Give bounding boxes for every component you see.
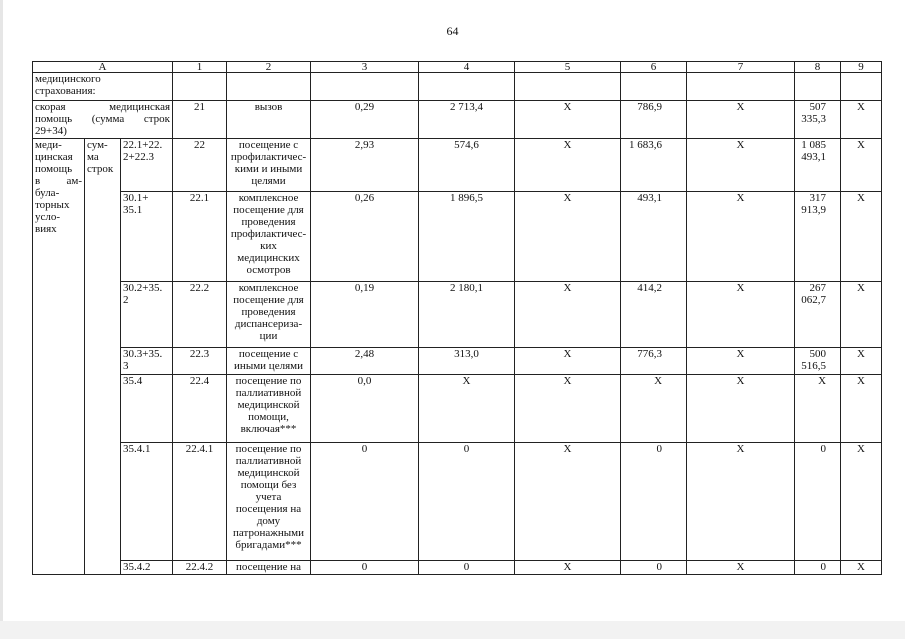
- row-value-c5: Х: [515, 561, 621, 575]
- row-lines-cell: 30.2+35. 2: [121, 282, 173, 348]
- row-value-c3: 0,19: [311, 282, 419, 348]
- row-code-cell: 22.3: [173, 348, 227, 375]
- header-cell-5: 5: [515, 62, 621, 73]
- table-row: [33, 561, 882, 575]
- header-cell-3: 3: [311, 62, 419, 73]
- row-unit-cell: посещение с иными целями: [227, 348, 311, 375]
- row-value-c8: Х: [795, 375, 841, 443]
- row-value-c4: Х: [419, 375, 515, 443]
- row-value-c3: 0: [311, 443, 419, 561]
- row-value-c8: 267 062,7: [795, 282, 841, 348]
- row-value-c9: Х: [841, 443, 882, 561]
- outpatient-section: [33, 139, 882, 575]
- row-lines-cell: 35.4.1: [121, 443, 173, 561]
- row-unit-cell: комплексное посещение для проведения диспансериза- ции: [227, 282, 311, 348]
- row-value-c5: Х: [515, 348, 621, 375]
- ambulance-c8: 507 335,3: [795, 101, 841, 139]
- row-value-c3: 2,93: [311, 139, 419, 192]
- row-unit-cell: комплексное посещение для проведения профилактичес- ких медицинских осмотров: [227, 192, 311, 282]
- row-value-c6: 1 683,6: [621, 139, 687, 192]
- ambulance-c7: Х: [687, 101, 795, 139]
- row-code-cell: 22.4: [173, 375, 227, 443]
- outpatient-label-line: була-: [35, 187, 60, 199]
- oms-label-cell: [33, 73, 173, 101]
- ambulance-c4: 2 713,4: [419, 101, 515, 139]
- row-value-c6: 414,2: [621, 282, 687, 348]
- row-value-c4: 0: [419, 561, 515, 575]
- row-value-c7: Х: [687, 561, 795, 575]
- ambulance-c2: вызов: [227, 101, 311, 139]
- header-cell-8: 8: [795, 62, 841, 73]
- table-row: [33, 139, 882, 192]
- outpatient-label-line: помощь: [35, 163, 73, 175]
- row-value-c8: 500 516,5: [795, 348, 841, 375]
- ambulance-c3: 0,29: [311, 101, 419, 139]
- row-value-c6: 493,1: [621, 192, 687, 282]
- row-lines-cell: 22.1+22. 2+22.3: [121, 139, 173, 192]
- row-value-c3: 0,0: [311, 375, 419, 443]
- row-value-c4: 1 896,5: [419, 192, 515, 282]
- oms-label-line1: медицинского: [35, 73, 101, 85]
- row-value-c5: Х: [515, 282, 621, 348]
- row-value-c6: 0: [621, 561, 687, 575]
- row-value-c5: Х: [515, 443, 621, 561]
- ambulance-c6: 786,9: [621, 101, 687, 139]
- row-lines-cell: 35.4.2: [121, 561, 173, 575]
- row-value-c5: Х: [515, 139, 621, 192]
- row-value-c8: 1 085 493,1: [795, 139, 841, 192]
- table-row-oms: [33, 73, 882, 101]
- table-row-ambulance: [33, 101, 882, 139]
- row-value-c3: 2,48: [311, 348, 419, 375]
- row-value-c3: 0,26: [311, 192, 419, 282]
- outpatient-label-cell: [33, 139, 85, 575]
- row-value-c7: Х: [687, 375, 795, 443]
- row-value-c4: 574,6: [419, 139, 515, 192]
- table-row: [33, 192, 882, 282]
- row-code-cell: 22.1: [173, 192, 227, 282]
- outpatient-label-line: в ам-: [35, 175, 82, 187]
- header-cell-7: 7: [687, 62, 795, 73]
- row-value-c6: 776,3: [621, 348, 687, 375]
- row-value-c4: 313,0: [419, 348, 515, 375]
- row-value-c7: Х: [687, 139, 795, 192]
- sum-label-line: строк: [87, 163, 114, 175]
- page-number: 64: [446, 24, 459, 38]
- row-value-c8: 0: [795, 443, 841, 561]
- outpatient-label-line: виях: [35, 223, 57, 235]
- header-cell-6: 6: [621, 62, 687, 73]
- row-value-c6: Х: [621, 375, 687, 443]
- table-row: [33, 443, 882, 561]
- ambulance-c5: Х: [515, 101, 621, 139]
- table-row: [33, 282, 882, 348]
- header-cell-2: 2: [227, 62, 311, 73]
- ambulance-label-cell: скорая медицинская помощь (сумма строк 29+34): [33, 101, 173, 139]
- outpatient-label-line: торных: [35, 199, 70, 211]
- row-lines-cell: 35.4: [121, 375, 173, 443]
- row-value-c9: Х: [841, 561, 882, 575]
- row-unit-cell: посещение на: [227, 561, 311, 575]
- row-code-cell: 22.4.2: [173, 561, 227, 575]
- row-value-c4: 2 180,1: [419, 282, 515, 348]
- row-code-cell: 22: [173, 139, 227, 192]
- outpatient-label-line: цинская: [35, 151, 73, 163]
- row-unit-cell: посещение по паллиативной медицинской помощи, включая***: [227, 375, 311, 443]
- sum-label-line: ма: [87, 151, 99, 163]
- sum-label-cell: [85, 139, 121, 575]
- header-cell-9: 9: [841, 62, 882, 73]
- row-unit-cell: посещение по паллиативной медицинской помощи без учета посещения на дому патронажными бригадами***: [227, 443, 311, 561]
- row-value-c7: Х: [687, 282, 795, 348]
- row-lines-cell: 30.1+ 35.1: [121, 192, 173, 282]
- header-cell-1: 1: [173, 62, 227, 73]
- row-value-c6: 0: [621, 443, 687, 561]
- ambulance-c1: 21: [173, 101, 227, 139]
- row-value-c4: 0: [419, 443, 515, 561]
- row-value-c5: Х: [515, 375, 621, 443]
- row-value-c8: 317 913,9: [795, 192, 841, 282]
- row-value-c7: Х: [687, 192, 795, 282]
- table-header-row: [33, 62, 882, 73]
- outpatient-label-line: меди-: [35, 139, 62, 151]
- ambulance-c9: Х: [841, 101, 882, 139]
- row-value-c9: Х: [841, 192, 882, 282]
- row-value-c9: Х: [841, 139, 882, 192]
- row-unit-cell: посещение с профилактичес- кими и иными целями: [227, 139, 311, 192]
- row-value-c7: Х: [687, 443, 795, 561]
- row-value-c9: Х: [841, 282, 882, 348]
- row-code-cell: 22.4.1: [173, 443, 227, 561]
- row-value-c8: 0: [795, 561, 841, 575]
- row-value-c5: Х: [515, 192, 621, 282]
- row-code-cell: 22.2: [173, 282, 227, 348]
- row-value-c7: Х: [687, 348, 795, 375]
- header-cell-a: А: [33, 62, 173, 73]
- page-bottom-strip: [0, 621, 905, 639]
- header-cell-4: 4: [419, 62, 515, 73]
- row-value-c9: Х: [841, 348, 882, 375]
- table-row: [33, 348, 882, 375]
- oms-label-line2: страхования:: [35, 85, 96, 97]
- row-lines-cell: 30.3+35. 3: [121, 348, 173, 375]
- document-table: [32, 61, 882, 575]
- sum-label-line: сум-: [87, 139, 108, 151]
- table-row: [33, 375, 882, 443]
- row-value-c9: Х: [841, 375, 882, 443]
- outpatient-label-line: усло-: [35, 211, 61, 223]
- row-value-c3: 0: [311, 561, 419, 575]
